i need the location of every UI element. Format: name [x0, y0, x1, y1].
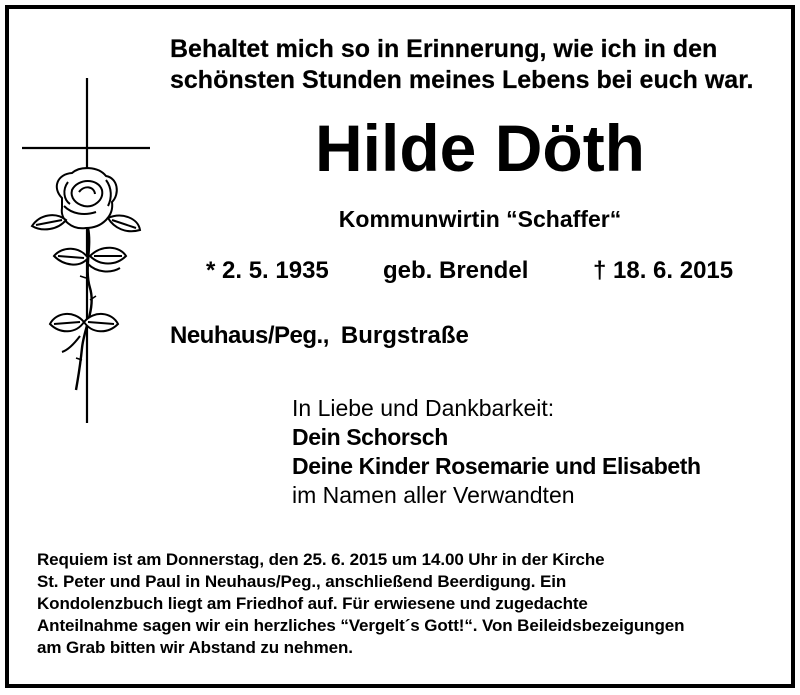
death-date: † 18. 6. 2015: [593, 257, 734, 284]
motto-line-2: schönsten Stunden meines Lebens bei euch war.: [170, 66, 754, 94]
cross-rose-icon: [22, 78, 152, 423]
motto-line-1: Behaltet mich so in Erinnerung, wie ich in den: [170, 35, 718, 63]
mourners-children: Deine Kinder Rosemarie und Elisabeth: [292, 453, 701, 479]
service-notice: [37, 549, 782, 659]
mourners-spouse: Dein Schorsch: [292, 424, 448, 450]
deceased-name: Hilde Döth: [315, 111, 645, 185]
mourners-intro: In Liebe und Dankbarkeit:: [292, 395, 555, 421]
notice-line: St. Peter und Paul in Neuhaus/Peg., anschließend Beerdigung. Ein: [37, 572, 567, 591]
notice-line: Anteilnahme sagen wir ein herzliches “Vergelt´s Gott!“. Von Beileidsbezeigungen: [37, 616, 685, 635]
mourners-closing: im Namen aller Verwandten: [292, 482, 575, 508]
maiden-name: geb. Brendel: [383, 257, 529, 284]
residence-street: Burgstraße: [340, 322, 469, 349]
residence-town: Neuhaus/Peg.,: [170, 322, 329, 349]
motto-quote: [170, 34, 780, 96]
deceased-occupation: Kommunwirtin “Schaffer“: [338, 206, 622, 232]
mourners-block: [292, 394, 701, 510]
birth-date: * 2. 5. 1935: [206, 257, 329, 284]
residence: [170, 321, 469, 351]
notice-line: Kondolenzbuch liegt am Friedhof auf. Für erwiesene und zugedachte: [37, 594, 588, 613]
notice-line: am Grab bitten wir Abstand zu nehmen.: [37, 638, 353, 657]
notice-line: Requiem ist am Donnerstag, den 25. 6. 2015 um 14.00 Uhr in der Kirche: [37, 550, 605, 569]
